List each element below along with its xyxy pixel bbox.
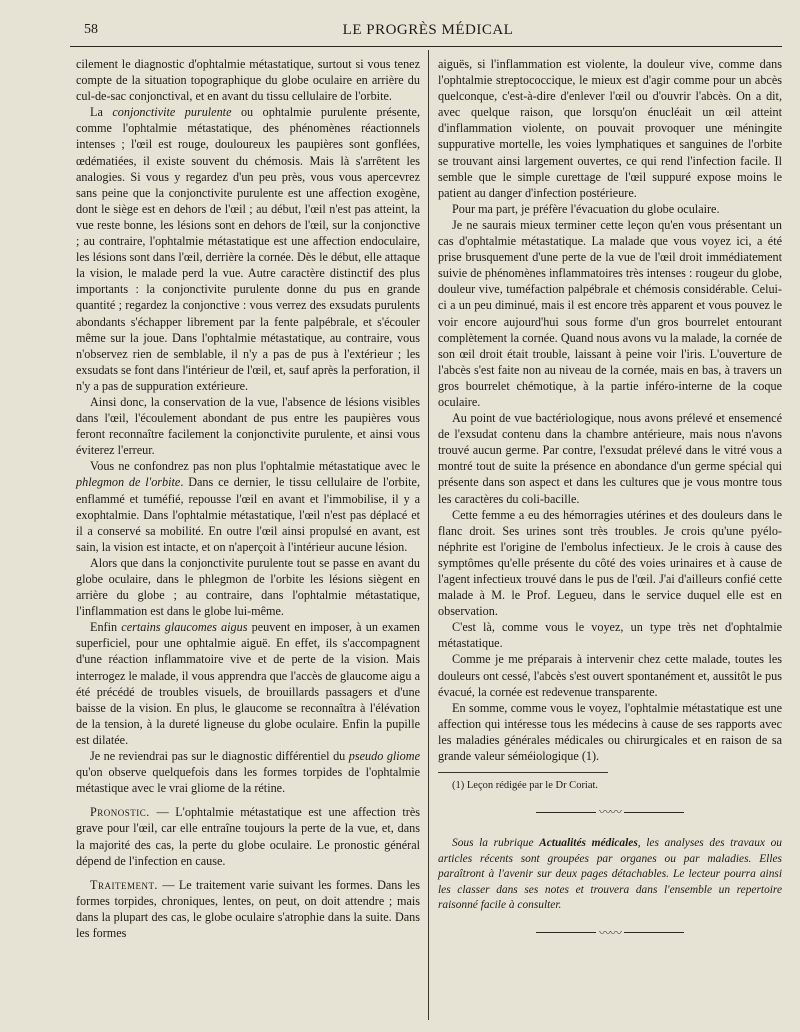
paragraph: Ainsi donc, la conservation de la vue, l'absence de lésions visibles dans l'œil, l'écoulement abondant de pus entre les paupières vous feront reconnaître facilement la conjonctivite purulente, et ainsi vous éviterez l'erreur. — [76, 394, 420, 458]
ornament-divider: 〰〰 — [438, 803, 782, 820]
paragraph: La conjonctivite purulente ou ophtalmie purulente présente, comme l'ophtalmie métastatique, des phénomènes réactionnels intenses ; l'œil est rouge, douloureux les paupières sont gonflées, œdématiées, il existe souvent du chémosis. Mais là s'arrêtent les analogies. Si vous y regardez d'un peu près, vous vous apercevrez sans peine que la conjonctivite purulente est une affection exogène, dont le siège est en dehors de l'œil ; au début, l'œil n'est pas atteint, la vue reste bonne, les lésions sont en dehors de l'œil, sur la conjonctive ; au contraire, l'ophtalmie métastatique est une affection endoculaire, les lésions sont dans l'œil, derrière la cornée. Dès le début, elle attaque la vision, le malade perd la vue. Autre caractère distinctif des plus importants : la conjonctivite purulente donne du pus en grande quantité ; regardez la conjonctive : vous verrez des exsudats purulents abondants s'échapper librement par la fente palpébrale, et s'écouler même sur la joue. Dans l'ophtalmie métastatique, au contraire, vous n'observez rien de semblable, il n'y a pas de pus à l'extérieur ; les exsudats se font dans l'intérieur de l'œil, et, sauf après la perforation, il n'y a pas de suppuration extérieure. — [76, 105, 421, 393]
paragraph: Cette femme a eu des hémorragies utérines et des douleurs dans le flanc droit. Ses urines sont très troubles. Je crois qu'une pyélo-néphrite est l'origine de l'embolus infectieux. Je le crois à cause des symptômes qu'elle présente du côté des voies urinaires et à cause de l'agent infectieux trouvé dans le pus de l'œil. J'ai d'ailleurs confié cette malade à M. le Prof. Legueu, dans le service duquel elle est en observation. — [438, 507, 782, 619]
section-heading: Traitement. — [90, 877, 158, 892]
paragraph: Je ne reviendrai pas sur le diagnostic différentiel du pseudo gliome qu'on observe quelquefois dans les formes torpides de l'ophtalmie métastique avec le vrai gliome de la rétine. — [76, 749, 420, 796]
header-rule — [70, 46, 782, 47]
editorial-notice: Sous la rubrique Actualités médicales, les analyses des travaux ou articles récents sont groupées par organes ou par maladies. Elles paraîtront à l'avenir sur deux pages détachables. Le lecteur pourra ainsi les classer dans ses notes et trouvera dans l'ensemble un repertoire raisonné facile à consulter. — [438, 837, 782, 911]
prognostic-section: Pronostic. — L'ophtalmie métastatique est une affection très grave pour l'œil, car elle entraîne toujours la perte de la vue, et, dans la majorité des cas, la perte du globe oculaire. Le pronostic général dépend de l'infection en cause. — [76, 805, 420, 868]
section-heading: Pronostic. — [90, 805, 150, 820]
emphasis: certains glaucomes aigus — [121, 620, 248, 635]
paragraph: Comme je me préparais à intervenir chez cette malade, toutes les douleurs ont cessé, l'abcès s'est ouvert spontanément et, aussitôt le pus évacué, la cornée est redevenue transparente. — [438, 652, 782, 699]
left-column — [76, 56, 420, 941]
paragraph: cilement le diagnostic d'ophtalmie métastatique, surtout si vous tenez compte de la situation topographique du globe oculaire en arrière du cul-de-sac conjonctival, et en avant du tissu cellulaire de l'orbite. — [76, 57, 420, 104]
page-header — [70, 22, 786, 42]
paragraph: Je ne saurais mieux terminer cette leçon qu'en vous présentant un cas d'ophtalmie métastatique. La malade que vous voyez ici, a été prise brusquement d'une perte de la vue de l'œil droit immédiatement suivie de phénomènes inflammatoires très intenses : rougeur du globe, douleur vive, tuméfaction palpébrale et chémosis considérable. Celui-ci a un peu diminué, mais il est encore très apparent et vous pouvez le voir encore aujourd'hui sous forme d'un gros bourrelet entourant complètement la cornée. Quand nous avons vu la malade, la cornée de son œil droit était trouble, laissant à peine voir l'iris. L'ouverture de l'abcès s'est faite non au niveau de la cornée, mais en bas, à travers un gros bourrelet chémotique, à la partie inféro-interne de la coque oculaire. — [438, 217, 782, 409]
paragraph: aiguës, si l'inflammation est violente, la douleur vive, comme dans l'ophtalmie streptococcique, le mieux est d'agir comme pour un abcès quelconque, c'est-à-dire d'enlever l'œil ou d'ouvrir l'abcès. On a dit, avec quelque raison, que lorsqu'on énucléait un œil atteint d'inflammation violente, on pouvait provoquer une méningite suppurative mortelle, les voies lymphatiques et sanguines de l'orbite se trouvant ainsi largement ouvertes, ce qui rend l'infection facile. Il semble que le simple curettage de l'œil suppuré expose moins le patient au danger d'infection postérieure. — [438, 57, 782, 200]
footnote-rule — [438, 772, 608, 773]
paragraph: Enfin certains glaucomes aigus peuvent en imposer, à un examen superficiel, pour une ophtalmie aiguë. En effet, ils s'accompagnent d'une réaction inflammatoire vive et de perte de la vision. Mais interrogez le malade, il vous apprendra que l'accès de glaucome aigu a été précédé de troubles visuels, de brouillards passagers et d'une baisse de la vision. En plus, le glaucome se reconnaîtra à l'élévation de la tension, à la dureté ligneuse du globe oculaire. Enfin la pupille est dilatée. — [76, 620, 421, 747]
paragraph: Vous ne confondrez pas non plus l'ophtalmie métastatique avec le phlegmon de l'orbite. Dans ce dernier, le tissu cellulaire de l'orbite, enflammé et tuméfié, repousse l'œil en avant et l'immobilise, il y a exophtalmie. Dans l'ophtalmie métastatique, l'œil n'est pas déplacé et il a conservé sa mobilité. En outre l'œil ainsi propulsé en avant, est sain, la vision est intacte, et on n'aperçoit à l'intérieur aucune lésion. — [76, 459, 420, 554]
paragraph: Au point de vue bactériologique, nous avons prélevé et ensemencé de l'exsudat contenu dans la chambre antérieure, mais nous n'avons trouvé aucun germe. Par contre, l'exsudat prélevé dans le vitré vous a montré tout de suite la présence en abondance d'un germe spécial qui présente dans son aspect et dans les cultures que je vous montre tous les caractères du coli-bacille. — [438, 411, 782, 506]
paragraph: En somme, comme vous le voyez, l'ophtalmie métastatique est une affection qui intéresse tous les médecins à cause de ses rapports avec les maladies générales médicales ou chirurgicales et en raison de sa grande valeur séméiologique (1). — [438, 700, 782, 764]
ornament-divider: 〰〰 — [438, 923, 782, 940]
footnote: (1) Leçon rédigée par le Dr Coriat. — [452, 780, 599, 792]
paragraph: Pour ma part, je préfère l'évacuation du globe oculaire. — [452, 201, 720, 216]
emphasis: phlegmon de l'orbite — [76, 475, 181, 490]
rubric-name: Actualités médicales — [539, 837, 638, 850]
right-column — [438, 56, 782, 951]
treatment-section: Traitement. — Le traitement varie suivant les formes. Dans les formes torpides, chroniques, lentes, on peut, on doit attendre ; mais dans la plupart des cas, le globe oculaire s'atrophie dans la suite. Dans les formes — [76, 877, 420, 940]
emphasis: pseudo gliome — [348, 749, 420, 764]
column-divider — [428, 50, 429, 1020]
journal-title: LE PROGRÈS MÉDICAL — [342, 22, 514, 38]
paragraph: C'est là, comme vous le voyez, un type très net d'ophtalmie métastatique. — [438, 620, 782, 651]
paragraph: Alors que dans la conjonctivite purulente tout se passe en avant du globe oculaire, dans le phlegmon de l'orbite les lésions siègent en arrière du globe ; au contraire, dans l'ophtalmie métastatique, l'inflammation est dans le globe lui-même. — [76, 555, 420, 619]
emphasis: conjonctivite purulente — [112, 105, 232, 120]
page-number: 58 — [84, 22, 98, 37]
